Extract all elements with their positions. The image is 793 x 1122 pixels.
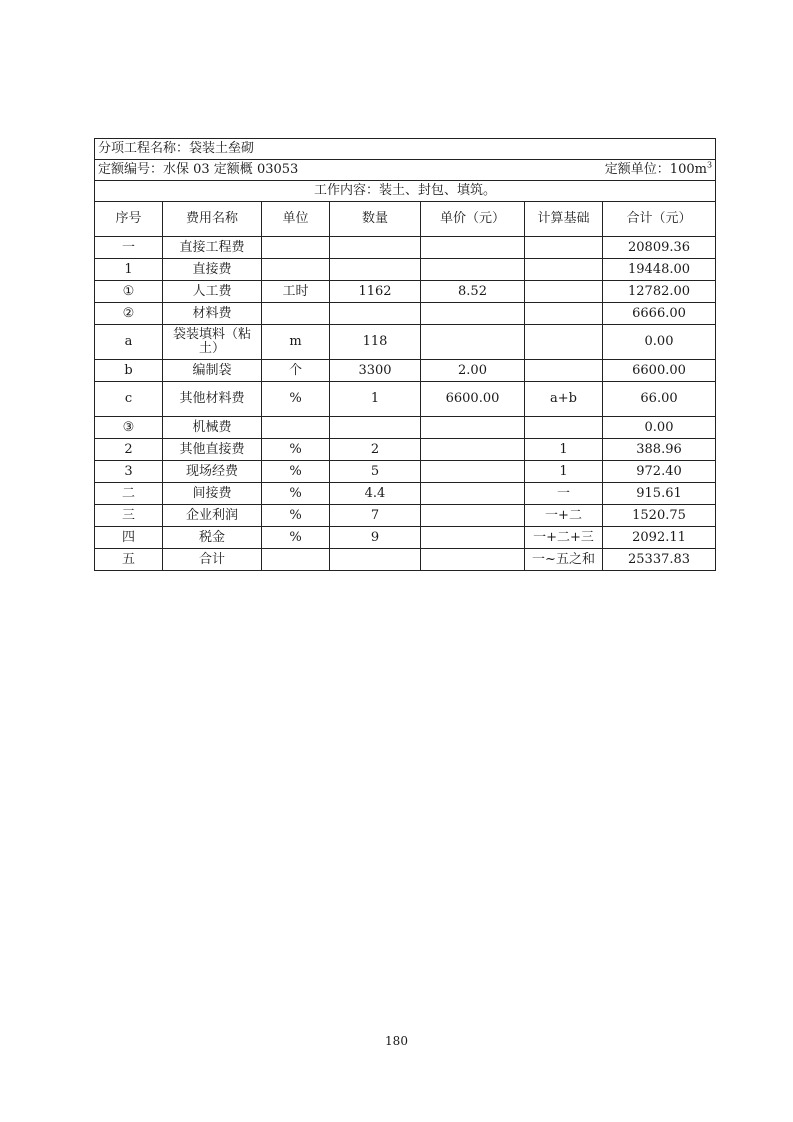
table-row <box>95 360 716 382</box>
cell-qty <box>330 259 421 281</box>
cell-qty: 1162 <box>330 281 421 303</box>
cell-basis: 1 <box>525 439 603 461</box>
cell-qty: 5 <box>330 461 421 483</box>
column-header-name: 费用名称 <box>163 202 262 237</box>
cell-total: 2092.11 <box>603 527 716 549</box>
column-header-unit: 单位 <box>262 202 330 237</box>
cell-price <box>421 549 525 571</box>
cell-price <box>421 417 525 439</box>
column-header-total: 合计（元） <box>603 202 716 237</box>
cell-basis <box>525 259 603 281</box>
cell-name: 其他材料费 <box>163 382 262 417</box>
cell-qty: 4.4 <box>330 483 421 505</box>
cell-unit: m <box>262 325 330 360</box>
cell-basis: 1 <box>525 461 603 483</box>
cell-no: ② <box>95 303 163 325</box>
cell-unit <box>262 237 330 259</box>
cell-price <box>421 325 525 360</box>
cell-qty: 9 <box>330 527 421 549</box>
cell-basis: 一+二 <box>525 505 603 527</box>
cell-total: 1520.75 <box>603 505 716 527</box>
table-header-row <box>95 202 716 237</box>
cell-no: b <box>95 360 163 382</box>
cell-name: 现场经费 <box>163 461 262 483</box>
cell-price <box>421 303 525 325</box>
column-header-no: 序号 <box>95 202 163 237</box>
cell-unit: % <box>262 483 330 505</box>
cell-qty: 118 <box>330 325 421 360</box>
table-row <box>95 439 716 461</box>
cell-total: 12782.00 <box>603 281 716 303</box>
table-row <box>95 527 716 549</box>
cell-price <box>421 259 525 281</box>
work-content: 工作内容：装土、封包、填筑。 <box>95 181 716 202</box>
cell-basis: 一~五之和 <box>525 549 603 571</box>
quota-unit-superscript: 3 <box>706 160 713 170</box>
quota-code: 定额编号：水保 03 定额概 03053 <box>98 162 299 177</box>
cell-basis <box>525 325 603 360</box>
cell-price: 8.52 <box>421 281 525 303</box>
cell-basis: a+b <box>525 382 603 417</box>
cell-unit: % <box>262 439 330 461</box>
cell-no: 一 <box>95 237 163 259</box>
cell-unit: % <box>262 505 330 527</box>
cell-unit <box>262 417 330 439</box>
cell-no: 二 <box>95 483 163 505</box>
cell-no: ③ <box>95 417 163 439</box>
project-name: 分项工程名称：袋装土垒砌 <box>95 139 716 160</box>
cell-qty: 1 <box>330 382 421 417</box>
cell-no: 四 <box>95 527 163 549</box>
cell-no: ① <box>95 281 163 303</box>
cell-qty <box>330 303 421 325</box>
cell-unit: 工时 <box>262 281 330 303</box>
cell-no: 2 <box>95 439 163 461</box>
cell-qty <box>330 417 421 439</box>
quota-unit: 定额单位：100m <box>604 162 707 177</box>
cell-qty: 7 <box>330 505 421 527</box>
cell-name: 机械费 <box>163 417 262 439</box>
cell-total: 20809.36 <box>603 237 716 259</box>
cell-price <box>421 461 525 483</box>
table-row <box>95 303 716 325</box>
cell-name: 材料费 <box>163 303 262 325</box>
cell-price <box>421 505 525 527</box>
cell-basis: 一 <box>525 483 603 505</box>
page-number: 180 <box>385 1034 408 1048</box>
cell-qty: 3300 <box>330 360 421 382</box>
table-row <box>95 549 716 571</box>
column-header-qty: 数量 <box>330 202 421 237</box>
cell-price: 2.00 <box>421 360 525 382</box>
cell-no: 1 <box>95 259 163 281</box>
cell-no: a <box>95 325 163 360</box>
cell-name: 间接费 <box>163 483 262 505</box>
cell-qty: 2 <box>330 439 421 461</box>
table-row <box>95 417 716 439</box>
quota-unit-wrap <box>604 160 713 177</box>
cell-total: 66.00 <box>603 382 716 417</box>
cell-unit <box>262 259 330 281</box>
table-row <box>95 461 716 483</box>
cell-total: 0.00 <box>603 325 716 360</box>
cell-total: 0.00 <box>603 417 716 439</box>
table-row <box>95 325 716 360</box>
cell-basis <box>525 360 603 382</box>
cell-price <box>421 439 525 461</box>
cell-name: 袋装填料（粘土） <box>163 325 262 360</box>
table-row <box>95 382 716 417</box>
cell-basis <box>525 417 603 439</box>
cell-no: 五 <box>95 549 163 571</box>
table-row <box>95 483 716 505</box>
cell-basis <box>525 237 603 259</box>
cell-no: 3 <box>95 461 163 483</box>
cell-total: 6666.00 <box>603 303 716 325</box>
column-header-price: 单价（元） <box>421 202 525 237</box>
cell-basis <box>525 303 603 325</box>
cell-price <box>421 483 525 505</box>
cell-name: 直接费 <box>163 259 262 281</box>
cell-name: 企业利润 <box>163 505 262 527</box>
cell-total: 388.96 <box>603 439 716 461</box>
cell-unit: % <box>262 527 330 549</box>
cell-price <box>421 527 525 549</box>
cell-name: 编制袋 <box>163 360 262 382</box>
cell-total: 6600.00 <box>603 360 716 382</box>
cell-basis: 一+二+三 <box>525 527 603 549</box>
cell-no: c <box>95 382 163 417</box>
cell-qty <box>330 237 421 259</box>
cell-name: 人工费 <box>163 281 262 303</box>
cell-total: 19448.00 <box>603 259 716 281</box>
cell-name: 税金 <box>163 527 262 549</box>
quota-table <box>94 138 716 571</box>
cell-qty <box>330 549 421 571</box>
cell-unit: % <box>262 461 330 483</box>
quota-code-row <box>95 160 716 181</box>
cell-unit <box>262 303 330 325</box>
cell-unit: 个 <box>262 360 330 382</box>
table-row <box>95 505 716 527</box>
cell-total: 972.40 <box>603 461 716 483</box>
cell-price <box>421 237 525 259</box>
cell-unit <box>262 549 330 571</box>
cell-name: 合计 <box>163 549 262 571</box>
cell-basis <box>525 281 603 303</box>
cell-unit: % <box>262 382 330 417</box>
cell-name: 其他直接费 <box>163 439 262 461</box>
cell-no: 三 <box>95 505 163 527</box>
table-row <box>95 259 716 281</box>
column-header-basis: 计算基础 <box>525 202 603 237</box>
table-row <box>95 281 716 303</box>
cell-total: 915.61 <box>603 483 716 505</box>
table-row <box>95 237 716 259</box>
cell-name: 直接工程费 <box>163 237 262 259</box>
cell-total: 25337.83 <box>603 549 716 571</box>
cell-price: 6600.00 <box>421 382 525 417</box>
